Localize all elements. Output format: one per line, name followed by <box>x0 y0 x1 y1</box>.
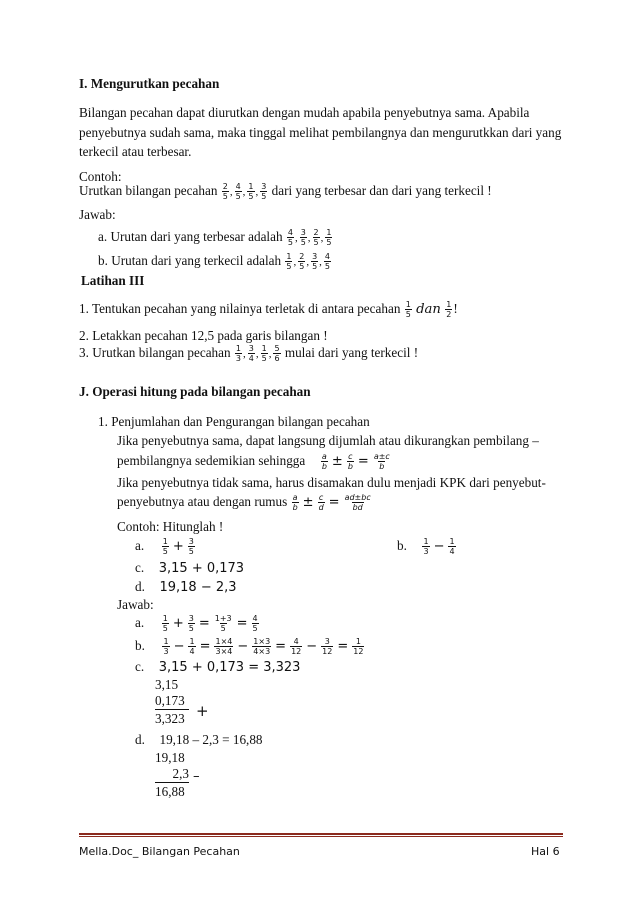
formula-fraction: $\frac{c}{d}$ <box>318 493 324 513</box>
section-i-para-line-1: Bilangan pecahan dapat diurutkan dengan mudah apabila penyebutnya sama. Apabila <box>79 105 530 120</box>
example-c: c. 3,15 + 0,173 <box>135 560 245 576</box>
fraction: $\frac{4}{5}$ <box>324 252 331 272</box>
q3-text: 3. Urutkan bilangan pecahan <box>79 345 231 360</box>
urutkan-post-text: dari yang terbesar dan dari yang terkecil ! <box>271 183 492 198</box>
section-j-heading: J. Operasi hitung pada bilangan pecahan <box>79 384 311 399</box>
ans-c-row-1: 3,15 <box>155 677 179 692</box>
fraction: $\frac{5}{6}$ <box>274 344 280 364</box>
fraction: $\frac{1}{3}$ <box>235 344 241 364</box>
footer-rule <box>79 833 563 835</box>
fraction: $\frac{1\times 3}{4\times 3}$ <box>253 637 271 657</box>
urutkan-text: Urutkan bilangan pecahan <box>79 183 218 198</box>
fraction: $\frac{3}{5}$ <box>261 182 267 202</box>
diff-denom-line-1: Jika penyebutnya tidak sama, harus disamakan dulu menjadi KPK dari penyebut- <box>117 475 546 490</box>
same-denom-text: pembilangnya sedemikian sehingga <box>117 453 306 468</box>
answer-b-line: b. Urutan dari yang terkecil adalah $\frac{1}{5}$ , $\frac{2}{5}$ , $\frac{3}{5}$ , $\frac{4}{5}$ <box>98 252 331 272</box>
q1-dan: dan <box>416 302 441 317</box>
fraction: $\frac{1}{5}$ <box>162 614 168 634</box>
fraction: $\frac{3}{5}$ <box>300 228 306 248</box>
ans-c-row-3: 3,323 <box>155 711 185 726</box>
example-fractions: $\frac{2}{5}$ , $\frac{4}{5}$ , $\frac{1}{5}$ , $\frac{3}{5}$ <box>222 182 267 202</box>
fraction: $\frac{1}{5}$ <box>286 252 292 272</box>
fraction: $\frac{1}{5}$ <box>248 182 254 202</box>
fraction: $\frac{2}{5}$ <box>222 182 228 202</box>
formula-fraction: $\frac{a}{b}$ <box>321 452 327 472</box>
fraction: $\frac{1+3}{5}$ <box>214 614 232 634</box>
fraction: $\frac{2}{5}$ <box>313 228 319 248</box>
footer-rule-thin <box>79 836 563 837</box>
contoh-label: Contoh: <box>79 169 122 184</box>
answer-j-a: a. $\frac{1}{5}$ + $\frac{3}{5}$ = $\frac{1+3}{5}$ = $\frac{4}{5}$ <box>135 614 258 634</box>
formula-fraction: $\frac{a\pm c}{b}$ <box>373 452 390 472</box>
fraction: $\frac{4}{5}$ <box>287 228 293 248</box>
jawab-label: Jawab: <box>79 207 116 222</box>
fraction: $\frac{4}{5}$ <box>235 182 241 202</box>
fraction: $\frac{1}{12}$ <box>353 637 364 657</box>
example-a: a. $\frac{1}{5}$ + $\frac{3}{5}$ <box>135 537 194 557</box>
ans-c-row-2: 0,173 <box>155 692 189 710</box>
latihan-q3: 3. Urutkan bilangan pecahan $\frac{1}{3}$ , $\frac{3}{4}$ , $\frac{1}{5}$ , $\frac{5}{6}$ mulai dari yang terkecil ! <box>79 344 419 364</box>
contoh-hitunglah: Contoh: Hitunglah ! <box>117 519 224 534</box>
diff-denom-line-2: penyebutnya atau dengan rumus $\frac{a}{b}$ ± $\frac{c}{d}$ = $\frac{ad\pm bc}{bd}$ <box>117 493 371 513</box>
fraction: $\frac{3}{4}$ <box>248 344 254 364</box>
formula-fraction: $\frac{ad\pm bc}{bd}$ <box>344 493 371 513</box>
formula-fraction: $\frac{c}{b}$ <box>347 452 353 472</box>
diff-denom-text: penyebutnya atau dengan rumus <box>117 494 288 509</box>
fraction: $\frac{1}{5}$ <box>162 537 168 557</box>
item-1-title: 1. Penjumlahan dan Pengurangan bilangan pecahan <box>98 414 370 429</box>
fraction: $\frac{3}{12}$ <box>322 637 333 657</box>
ans-d-row-2: 2,3 <box>155 765 189 783</box>
minus-sign: – <box>193 769 200 784</box>
jawab-j-label: Jawab: <box>117 597 154 612</box>
fraction: $\frac{4}{5}$ <box>252 614 258 634</box>
fraction: $\frac{4}{12}$ <box>291 637 302 657</box>
q3-post-text: mulai dari yang terkecil ! <box>284 345 419 360</box>
fraction: $\frac{1}{5}$ <box>326 228 332 248</box>
section-i-para-line-2: penyebutnya sudah sama, maka tinggal melihat pembilangnya dan mengurutkkan dari yang <box>79 125 562 140</box>
ans-d-row-1: 19,18 <box>155 750 185 765</box>
fraction: $\frac{3}{5}$ <box>312 252 318 272</box>
footer-page-number: Hal 6 <box>531 845 560 858</box>
answer-a-line: a. Urutan dari yang terbesar adalah $\frac{4}{5}$ , $\frac{3}{5}$ , $\frac{2}{5}$ , $\frac{1}{5}$ <box>98 228 332 248</box>
fraction: $\frac{3}{5}$ <box>188 614 194 634</box>
fraction: $\frac{1\times 4}{3\times 4}$ <box>215 637 233 657</box>
fraction: $\frac{3}{5}$ <box>188 537 194 557</box>
q1-end: ! <box>453 301 458 316</box>
answer-j-c: c. 3,15 + 0,173 = 3,323 <box>135 659 301 675</box>
formula-fraction: $\frac{a}{b}$ <box>292 493 298 513</box>
latihan-heading: Latihan III <box>81 273 145 288</box>
fraction: $\frac{1}{5}$ <box>405 300 411 320</box>
plus-sign: + <box>196 702 209 720</box>
answer-j-d: d. 19,18 – 2,3 = 16,88 <box>135 732 263 747</box>
example-d: d. 19,18 − 2,3 <box>135 579 237 595</box>
fraction: $\frac{1}{2}$ <box>446 300 452 320</box>
answer-j-b: b. $\frac{1}{3}$ − $\frac{1}{4}$ = $\frac{1\times 4}{3\times 4}$ − $\frac{1\times 3}{4\times 3}$ = $\frac{4}{12}$ − $\frac{3}{12}$ = $\frac{1}{12}$ <box>135 637 364 657</box>
answer-b-text: b. Urutan dari yang terkecil adalah <box>98 253 282 268</box>
q1-text: 1. Tentukan pecahan yang nilainya terletak di antara pecahan <box>79 301 401 316</box>
fraction: $\frac{2}{5}$ <box>299 252 305 272</box>
ans-d-row-3: 16,88 <box>155 784 185 799</box>
same-denom-line-2: pembilangnya sedemikian sehingga $\frac{a}{b}$ ± $\frac{c}{b}$ = $\frac{a\pm c}{b}$ <box>117 452 390 472</box>
section-i-heading: I. Mengurutkan pecahan <box>79 76 220 91</box>
fraction: $\frac{1}{5}$ <box>261 344 267 364</box>
fraction: $\frac{1}{3}$ <box>163 637 169 657</box>
answer-a-text: a. Urutan dari yang terbesar adalah <box>98 229 283 244</box>
fraction: $\frac{1}{3}$ <box>423 537 429 557</box>
fraction: $\frac{1}{4}$ <box>189 637 195 657</box>
same-denom-line-1: Jika penyebutnya sama, dapat langsung dijumlah atau dikurangkan pembilang – <box>117 433 539 448</box>
example-b: b. $\frac{1}{3}$ − $\frac{1}{4}$ <box>397 537 455 557</box>
latihan-q1 <box>79 300 458 319</box>
urutkan-line <box>79 182 492 201</box>
fraction: $\frac{1}{4}$ <box>449 537 455 557</box>
section-i-para-line-3: terkecil atau terbesar. <box>79 144 192 159</box>
footer-title: Mella.Doc_ Bilangan Pecahan <box>79 845 240 858</box>
latihan-q2: 2. Letakkan pecahan 12,5 pada garis bilangan ! <box>79 328 328 343</box>
